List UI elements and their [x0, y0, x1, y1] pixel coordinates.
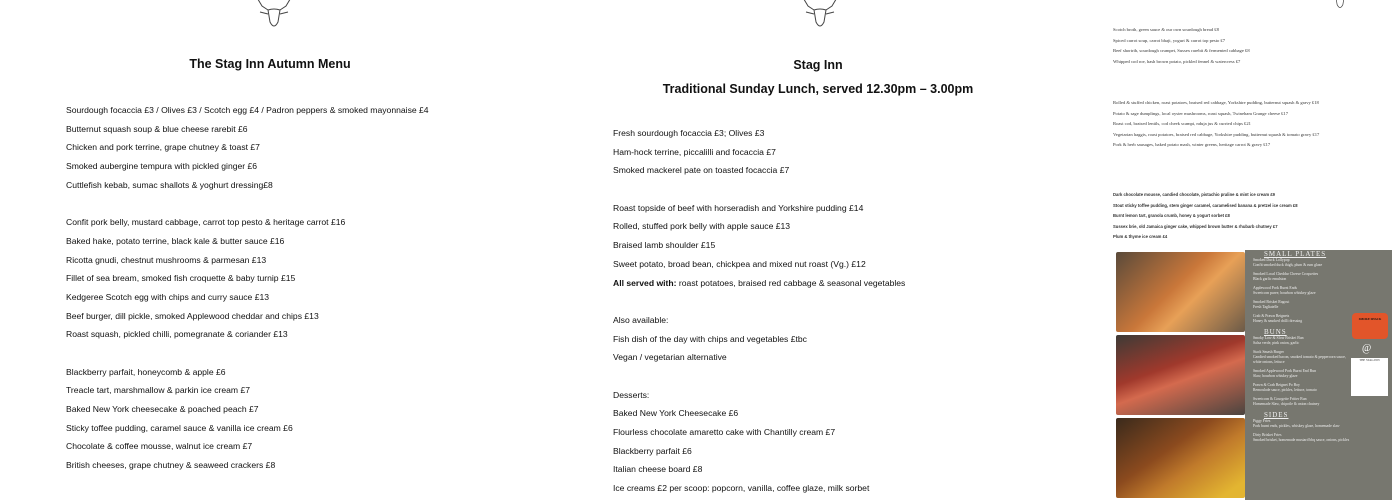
third-desserts: [1113, 190, 1298, 243]
smoke-shack-item: [1253, 314, 1353, 324]
autumn-menu: [66, 101, 429, 475]
menu-item: Rolled & stuffed chicken, roast potatoes, braised red cabbage, Yorkshire pudding, butternut squash & gravy £18: [1113, 100, 1319, 105]
smoke-shack-item-line: Smoked Local Cheddar Cheese Croquettes: [1253, 272, 1319, 276]
at-symbol: @: [1362, 343, 1372, 354]
smoke-shack-item: [1253, 272, 1353, 282]
menu-item: Italian cheese board £8: [613, 464, 703, 475]
menu-item: Sweet potato, broad bean, chickpea and mixed nut roast (Vg.) £12: [613, 258, 866, 269]
stag-logo-icon: [792, 0, 848, 32]
desserts-label: Desserts:: [613, 389, 650, 400]
menu-item: Plum & thyme ice cream £4: [1113, 234, 1168, 239]
menu-item: Blackberry parfait, honeycomb & apple £6: [66, 366, 226, 377]
smoke-shack-item-line: Piggy Fries: [1253, 419, 1271, 423]
smoke-shack-item-line: Honey & smoked chilli dressing: [1253, 319, 1303, 323]
menu-item: Potato & sage dumplings, local oyster mushrooms, roast squash, Twineham Grange cheese £17: [1113, 110, 1289, 116]
smoke-shack-item: [1253, 397, 1353, 407]
sunday-menu: [613, 124, 905, 498]
third-menu-starters: [1113, 25, 1250, 67]
smoke-shack-section-title: SMALL PLATES: [1264, 250, 1327, 258]
menu-item: Confit pork belly, mustard cabbage, carrot top pesto & heritage carrot £16: [66, 217, 346, 228]
menu-item: Sussex brie, old Jamaica ginger cake, whipped brown butter & rhubarb chutney £7: [1113, 223, 1278, 229]
third-menu-mains: [1113, 98, 1319, 151]
smoke-shack-item-line: Confit smoked duck thigh, plum & rum glaze: [1253, 263, 1323, 267]
autumn-desserts: [66, 363, 429, 475]
smoke-shack-item-line: Smoky Low & Slow Brisket Bun: [1253, 336, 1304, 340]
smoke-shack-item: [1253, 336, 1353, 346]
stag-inn-logo: [1351, 358, 1388, 396]
smoke-shack-item-line: Salsa verde, pink onion, garlic: [1253, 341, 1300, 345]
menu-item: British cheeses, grape chutney & seaweed crackers £8: [66, 460, 276, 471]
sunday-also: [613, 311, 905, 367]
menu-item: Burnt lemon tart, granola crumb, honey & yogurt sorbet £8: [1113, 213, 1230, 218]
menu-item: Fillet of sea bream, smoked fish croquette & baby turnip £15: [66, 273, 296, 284]
menu-item: Sticky toffee pudding, caramel sauce & vanilla ice cream £6: [66, 422, 293, 433]
menu-item: Chicken and pork terrine, grape chutney & toast £7: [66, 142, 260, 153]
menu-item: Beef burger, dill pickle, smoked Applewood cheddar and chips £13: [66, 310, 319, 321]
sunday-starters: [613, 124, 905, 180]
smoke-shack-item-line: Sweetcorn puree, bourbon whiskey glaze: [1253, 291, 1316, 295]
menu-item: Cuttlefish kebab, sumac shallots & yoghurt dressing£8: [66, 179, 273, 190]
smoke-shack-item: [1253, 419, 1353, 429]
menu-item: Smoked aubergine tempura with pickled ginger £6: [66, 161, 258, 172]
smoke-shack-item-line: Crab & Prawn Beignets: [1253, 314, 1290, 318]
menu-item: Flourless chocolate amaretto cake with Chantilly cream £7: [613, 427, 836, 437]
smoke-shack-item: [1253, 383, 1353, 393]
smoke-shack-item-line: Dirty Brisket Fries: [1253, 433, 1282, 437]
smoke-shack-item-line: Candied smoked bacon, smoked tomato & peppercorn sauce, white onions, lettuce: [1253, 355, 1346, 364]
smoke-shack-item: [1253, 369, 1353, 379]
menu-item: Beef shortrib, sourdough crumpet, Sussex rarebit & fermented cabbage £8: [1113, 48, 1250, 53]
smoke-shack-item: [1253, 300, 1353, 310]
smoke-shack-item-line: Sweetcorn & Courgette Fritter Bun: [1253, 397, 1307, 401]
menu-item: Vegan / vegetarian alternative: [613, 352, 727, 363]
smoke-shack-item: [1253, 258, 1353, 268]
menu-item: Fresh sourdough focaccia £3; Olives £3: [613, 128, 765, 138]
menu-item: Fish dish of the day with chips and vegetables £tbc: [613, 333, 807, 344]
menu-item: Stout sticky toffee pudding, stem ginger caramel, caramelised banana & pretzel ice cream £8: [1113, 202, 1298, 208]
autumn-mains: [66, 213, 429, 344]
stag-logo-icon: [1320, 0, 1360, 12]
menu-item: Ice creams £2 per scoop: popcorn, vanilla, coffee glaze, milk sorbet: [613, 483, 870, 494]
menu-item: Sourdough focaccia £3 / Olives £3 / Scotch egg £4 / Padron peppers & smoked mayonnaise £4: [66, 105, 429, 115]
menu-item: Ricotta gnudi, chestnut mushrooms & parmesan £13: [66, 254, 267, 265]
sunday-menu-title: Stag Inn: [793, 58, 843, 72]
smoke-shack-item-line: Smoked Applewood Pork Burnt End Bun: [1253, 369, 1316, 373]
menu-item: Rolled, stuffed pork belly with apple sauce £13: [613, 221, 791, 232]
menu-item: Dark chocolate mousse, candied chocolate, pistachio praline & mint ice cream £9: [1113, 192, 1275, 197]
menu-item: Spiced carrot soup, carrot bhaji, yogurt & carrot top pesto £7: [1113, 37, 1226, 43]
menu-item: Scotch broth, green sauce & our own sourdough bread £8: [1113, 27, 1219, 32]
smoke-shack-item-line: Homemade Slaw, chipotle & onion chutney: [1253, 402, 1320, 406]
served-with-label: All served with:: [613, 277, 677, 288]
food-photos: [1116, 252, 1245, 500]
also-available-label: Also available:: [613, 314, 669, 325]
stag-inn-logo-text: THE STAG INN: [1359, 358, 1380, 362]
smoke-shack-menu: [1245, 250, 1392, 500]
smoke-shack-item-line: Prawn & Crab Beignet Po Boy: [1253, 383, 1300, 387]
menu-item: Chocolate & coffee mousse, walnut ice cream £7: [66, 441, 253, 452]
menu-item: Vegetarian haggis, roast potatoes, braised red cabbage, Yorkshire pudding, butternut squash & tomato gravy £17: [1113, 131, 1320, 137]
menu-item: Roast squash, pickled chilli, pomegranate & coriander £13: [66, 329, 288, 340]
smoke-shack-item: [1253, 350, 1353, 365]
menu-item: Roast topside of beef with horseradish and Yorkshire pudding £14: [613, 202, 864, 213]
smoke-shack-item-line: Stack Smash Burger: [1253, 350, 1284, 354]
sunday-roasts: [613, 199, 905, 292]
sunday-desserts: [613, 386, 905, 498]
third-menu-desserts: [1113, 190, 1298, 243]
smoke-shack-item-line: Slaw, bourbon whiskey glaze: [1253, 374, 1298, 378]
menu-item: Baked New York cheesecake & poached peach £7: [66, 404, 259, 414]
menu-item: Kedgeree Scotch egg with chips and curry sauce £13: [66, 291, 270, 302]
autumn-menu-title: The Stag Inn Autumn Menu: [189, 57, 351, 71]
smoke-shack-section-title: BUNS: [1264, 328, 1287, 336]
smoke-shack-item: [1253, 433, 1353, 443]
sunday-menu-subtitle: Traditional Sunday Lunch, served 12.30pm – 3.00pm: [662, 82, 974, 96]
third-mains: [1113, 98, 1319, 151]
smoke-shack-item-line: Pork burnt ends, pickles, whiskey glaze, homemade slaw: [1253, 424, 1340, 428]
served-with-line: [613, 274, 905, 293]
served-with-text: roast potatoes, braised red cabbage & seasonal vegetables: [676, 277, 906, 288]
menu-item: Blackberry parfait £6: [613, 445, 692, 456]
food-photo: [1116, 418, 1245, 498]
autumn-starters: [66, 101, 429, 194]
menu-item: Braised lamb shoulder £15: [613, 240, 716, 251]
smoke-shack-item-line: Remoulade sauce, pickles, lettuce, tomato: [1253, 388, 1317, 392]
food-photo: [1116, 335, 1245, 415]
menu-item: Butternut squash soup & blue cheese rarebit £6: [66, 123, 248, 134]
smoke-shack-item-line: Fresh Tagliatelle: [1253, 305, 1279, 309]
food-photo: [1116, 252, 1245, 332]
menu-item: Whipped cod roe, hash brown potato, pickled fennel & watercress £7: [1113, 58, 1241, 64]
menu-item: Treacle tart, marshmallow & parkin ice cream £7: [66, 385, 251, 396]
smoke-shack-item-line: Black garlic emulsion: [1253, 277, 1287, 281]
menu-item: Smoked mackerel pate on toasted focaccia £7: [613, 165, 790, 176]
smoke-shack-item: [1253, 286, 1353, 296]
menu-item: Baked hake, potato terrine, black kale & butter sauce £16: [66, 235, 285, 246]
menu-item: Roast cod, braised lentils, cod cheek scampi, nduja jus & curried chips £21: [1113, 121, 1251, 126]
menu-item: Pork & herb sausages, baked potato mash, winter greens, heritage carrot & gravy £17: [1113, 142, 1271, 147]
third-starters: [1113, 25, 1250, 67]
smoke-shack-item-line: Applewood Pork Burnt Ends: [1253, 286, 1297, 290]
smoke-shack-badge: SMOKE SHACK: [1352, 313, 1388, 339]
smoke-shack-item-line: Smoked brisket, homemade mustard bbq sauce, onions, pickles: [1253, 438, 1350, 442]
smoke-shack-item-line: Smoked Brisket Ragout: [1253, 300, 1290, 304]
stag-logo-icon: [246, 0, 302, 32]
smoke-shack-item-line: Smoked Duck Lollypop: [1253, 258, 1290, 262]
menu-item: Baked New York Cheesecake £6: [613, 408, 739, 419]
smoke-shack-section-title: SIDES: [1264, 411, 1289, 419]
menu-item: Ham-hock terrine, piccalilli and focaccia £7: [613, 146, 776, 157]
